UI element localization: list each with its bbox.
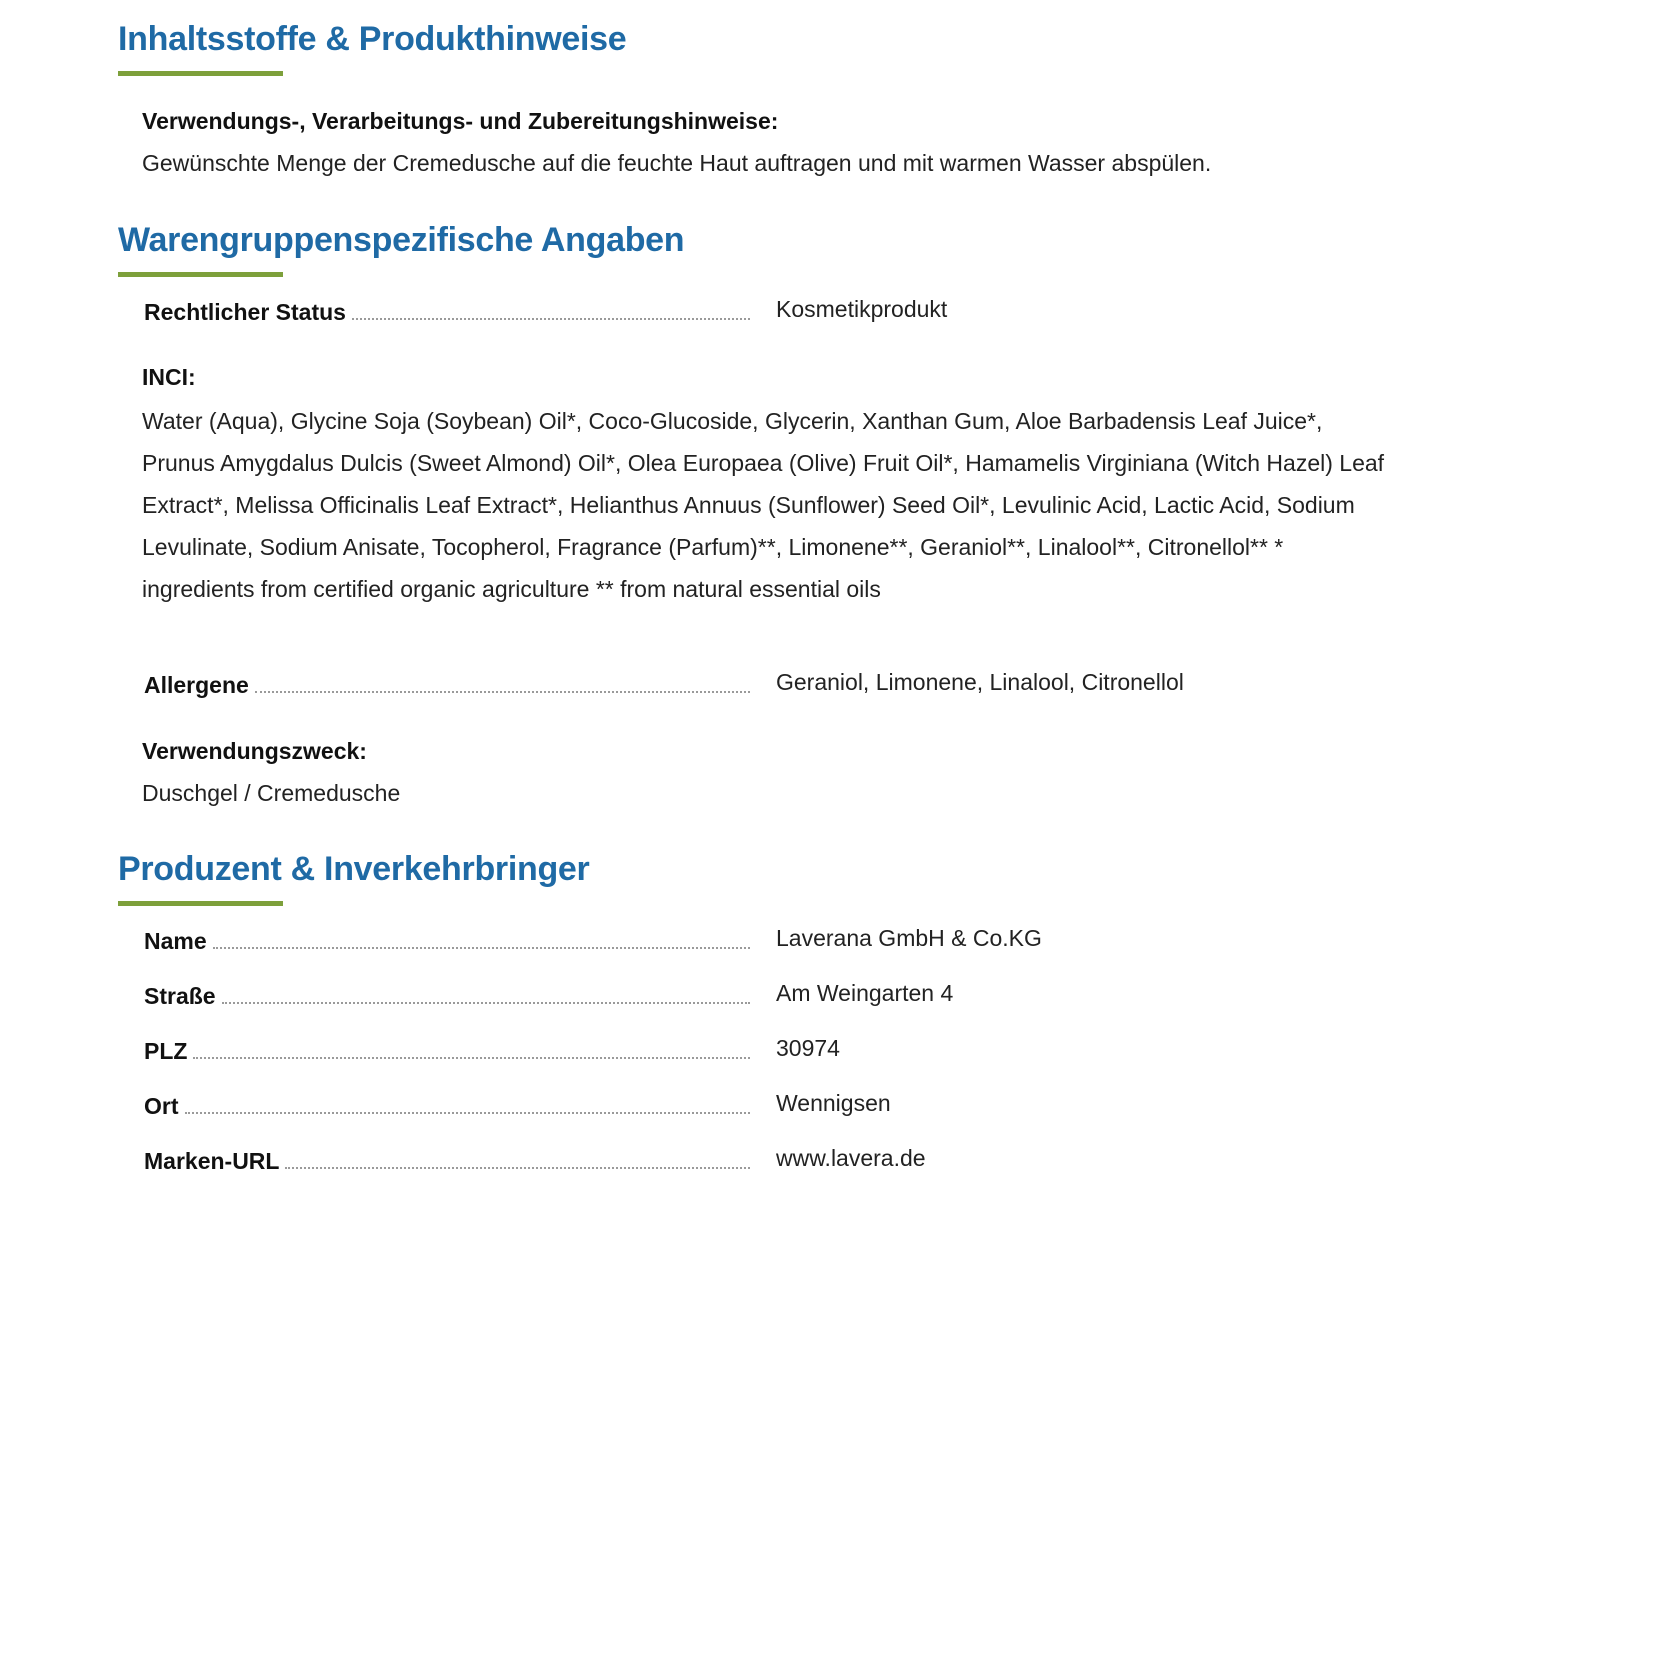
dotted-leader: [222, 1002, 750, 1004]
kv-row-postcode: [144, 1031, 1444, 1065]
usage-label: Verwendungs-, Verarbeitungs- und Zubereitungshinweise:: [142, 108, 779, 134]
kv-value: 30974: [776, 1035, 840, 1061]
kv-value: Wennigsen: [776, 1090, 891, 1116]
brand-url-link[interactable]: www.lavera.de: [776, 1145, 926, 1171]
usage-text: Gewünschte Menge der Cremedusche auf die feuchte Haut auftragen und mit warmen Wasser abspülen.: [142, 150, 1212, 176]
kv-row-legal-status: [144, 292, 1444, 326]
kv-label: Ort: [144, 1093, 179, 1119]
inci-text: Water (Aqua), Glycine Soja (Soybean) Oil*, Coco-Glucoside, Glycerin, Xanthan Gum, Aloe Barbadensis Leaf Juice*, Prunus Amygdalus Dulcis (Sweet Almond) Oil*, Olea Europaea (Olive) Fruit Oil*, Hamamelis Virginiana (Witch Hazel) Leaf Extract*, Melissa Officinalis Leaf Extract*, Helianthus Annuus (Sunflower) Seed Oil*, Levulinic Acid, Lactic Acid, Sodium Levulinate, Sodium Anisate, Tocopherol, Fragrance (Parfum)**, Limonene**, Geraniol**, Linalool**, Citronellol** * ingredients from certified organic agriculture ** from natural essential oils: [142, 408, 1385, 602]
kv-label: Rechtlicher Status: [144, 299, 346, 325]
dotted-leader: [255, 691, 750, 693]
kv-value: Laverana GmbH & Co.KG: [776, 925, 1042, 951]
kv-row-brand-url: [144, 1141, 1444, 1175]
kv-label: Allergene: [144, 672, 249, 698]
kv-row-street: [144, 976, 1444, 1010]
kv-row-name: [144, 921, 1444, 955]
kv-row-allergens: [144, 665, 1444, 699]
section-title-producer: Produzent & Inverkehrbringer: [118, 850, 590, 888]
kv-value: Am Weingarten 4: [776, 980, 954, 1006]
kv-label: Name: [144, 928, 207, 954]
title-underline: [118, 901, 283, 906]
section-title-ingredients: Inhaltsstoffe & Produkthinweise: [118, 20, 627, 58]
kv-label: PLZ: [144, 1038, 188, 1064]
dotted-leader: [185, 1112, 751, 1114]
kv-value: Geraniol, Limonene, Linalool, Citronellol: [776, 669, 1184, 695]
inci-label: INCI:: [142, 364, 196, 390]
kv-label: Straße: [144, 983, 216, 1009]
section-title-product-group: Warengruppenspezifische Angaben: [118, 221, 685, 259]
purpose-text: Duschgel / Cremedusche: [142, 780, 401, 806]
title-underline: [118, 71, 283, 76]
dotted-leader: [285, 1167, 750, 1169]
dotted-leader: [193, 1057, 750, 1059]
purpose-label: Verwendungszweck:: [142, 738, 367, 764]
kv-row-city: [144, 1086, 1444, 1120]
dotted-leader: [213, 947, 750, 949]
kv-label: Marken-URL: [144, 1148, 280, 1174]
dotted-leader: [352, 318, 750, 320]
kv-value: Kosmetikprodukt: [776, 296, 948, 322]
title-underline: [118, 272, 283, 277]
